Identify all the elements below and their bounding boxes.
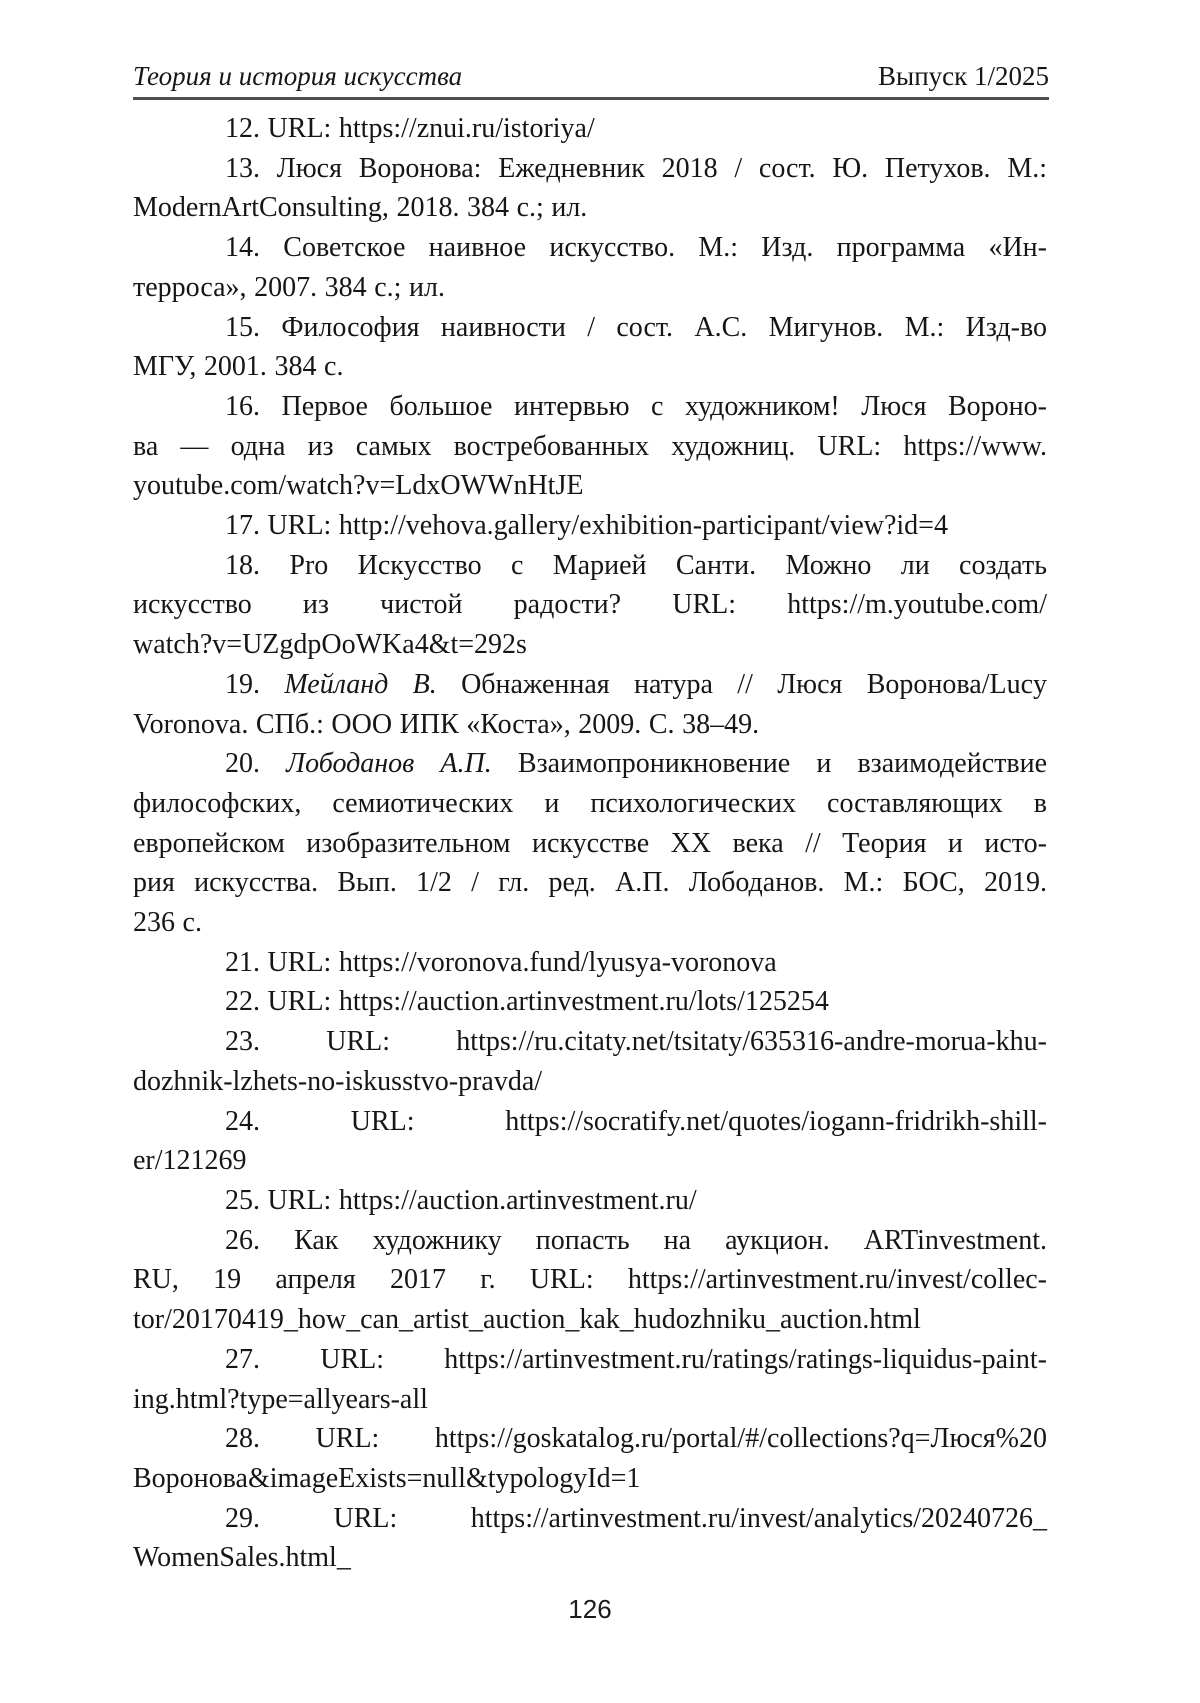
reference-line: 25. URL: https://auction.artinvestment.ru/ [225, 1184, 697, 1216]
reference-line: МГУ, 2001. 384 с. [133, 351, 344, 383]
reference-item [133, 982, 1047, 1022]
reference-line: ва — одна из самых востребованных художниц. URL: https://www. [133, 430, 1047, 462]
reference-item [133, 308, 1047, 387]
reference-line: RU, 19 апреля 2017 г. URL: https://artinvestment.ru/invest/collec- [133, 1264, 1047, 1296]
references-list [133, 109, 1047, 1578]
reference-line: Voronova. СПб.: ООО ИПК «Коста», 2009. С. 38–49. [133, 708, 760, 740]
reference-line: dozhnik-lzhets-no-iskusstvo-pravda/ [133, 1065, 543, 1097]
reference-item [133, 1419, 1047, 1498]
reference-item [133, 665, 1047, 744]
reference-item [133, 1181, 1047, 1221]
reference-item [133, 1022, 1047, 1101]
reference-line: youtube.com/watch?v=LdxOWWnHtJE [133, 470, 584, 502]
header-rule [133, 97, 1049, 100]
reference-item [133, 387, 1047, 506]
reference-line: ModernArtConsulting, 2018. 384 с.; ил. [133, 192, 588, 224]
reference-item [133, 1102, 1047, 1181]
reference-item [133, 943, 1047, 983]
reference-line: ing.html?type=allyears-all [133, 1383, 428, 1415]
reference-line: 236 с. [133, 907, 202, 939]
reference-item [133, 109, 1047, 149]
reference-line: 24. URL: https://socratify.net/quotes/iogann-fridrikh-shill- [225, 1105, 1047, 1137]
reference-item [133, 1221, 1047, 1340]
page-header [133, 61, 1049, 91]
reference-item [133, 744, 1047, 943]
reference-line: 18. Pro Искусство с Марией Санти. Можно ли создать [225, 549, 1047, 581]
reference-line: 16. Первое большое интервью с художником! Люся Вороно- [225, 390, 1047, 422]
reference-line: Воронова&imageExists=null&typologyId=1 [133, 1462, 641, 1494]
reference-line: философских, семиотических и психологических составляющих в [133, 787, 1047, 819]
reference-line: watch?v=UZgdpOoWKa4&t=292s [133, 629, 527, 661]
reference-line: 12. URL: https://znui.ru/istoriya/ [225, 113, 595, 144]
reference-line: tor/20170419_how_can_artist_auction_kak_hudozhniku_auction.html [133, 1304, 921, 1336]
reference-line: 13. Люся Воронова: Ежедневник 2018 / сост. Ю. Петухов. М.: [225, 152, 1047, 184]
reference-line: 20. Лободанов А.П. Взаимопроникновение и взаимодействие [225, 748, 1047, 780]
reference-line: 28. URL: https://goskatalog.ru/portal/#/collections?q=Люся%20 [225, 1423, 1047, 1455]
reference-line: европейском изобразительном искусстве XX века // Теория и исто- [133, 827, 1047, 859]
reference-line: терроса», 2007. 384 с.; ил. [133, 271, 445, 303]
reference-line: 27. URL: https://artinvestment.ru/ratings/ratings-liquidus-paint- [225, 1343, 1047, 1375]
reference-line: WomenSales.html_ [133, 1542, 351, 1574]
reference-item [133, 1499, 1047, 1578]
reference-item [133, 228, 1047, 307]
reference-line: 17. URL: http://vehova.gallery/exhibition-participant/view?id=4 [225, 510, 948, 542]
reference-line: 15. Философия наивности / сост. А.С. Мигунов. М.: Изд-во [225, 311, 1047, 343]
reference-line: 26. Как художнику попасть на аукцион. ARTinvestment. [225, 1224, 1047, 1256]
reference-line: 19. Мейланд В. Обнаженная натура // Люся Воронова/Lucy [225, 668, 1047, 700]
reference-line: 14. Советское наивное искусство. М.: Изд. программа «Ин- [225, 232, 1047, 264]
page-number: 126 [568, 1594, 612, 1624]
reference-item [133, 1340, 1047, 1419]
reference-line: 22. URL: https://auction.artinvestment.ru/lots/125254 [225, 986, 829, 1018]
reference-line: 29. URL: https://artinvestment.ru/invest/analytics/20240726_ [225, 1502, 1047, 1534]
reference-line: искусство из чистой радости? URL: https://m.youtube.com/ [133, 589, 1047, 621]
reference-item [133, 546, 1047, 665]
reference-item [133, 149, 1047, 228]
issue-label: Выпуск 1/2025 [878, 61, 1049, 91]
reference-line: 23. URL: https://ru.citaty.net/tsitaty/635316-andre-morua-khu- [225, 1026, 1047, 1058]
reference-line: er/121269 [133, 1145, 247, 1177]
reference-item [133, 506, 1047, 546]
reference-line: рия искусства. Вып. 1/2 / гл. ред. А.П. Лободанов. М.: БОС, 2019. [133, 867, 1047, 899]
running-title: Теория и история искусства [133, 61, 463, 91]
reference-line: 21. URL: https://voronova.fund/lyusya-voronova [225, 946, 777, 978]
